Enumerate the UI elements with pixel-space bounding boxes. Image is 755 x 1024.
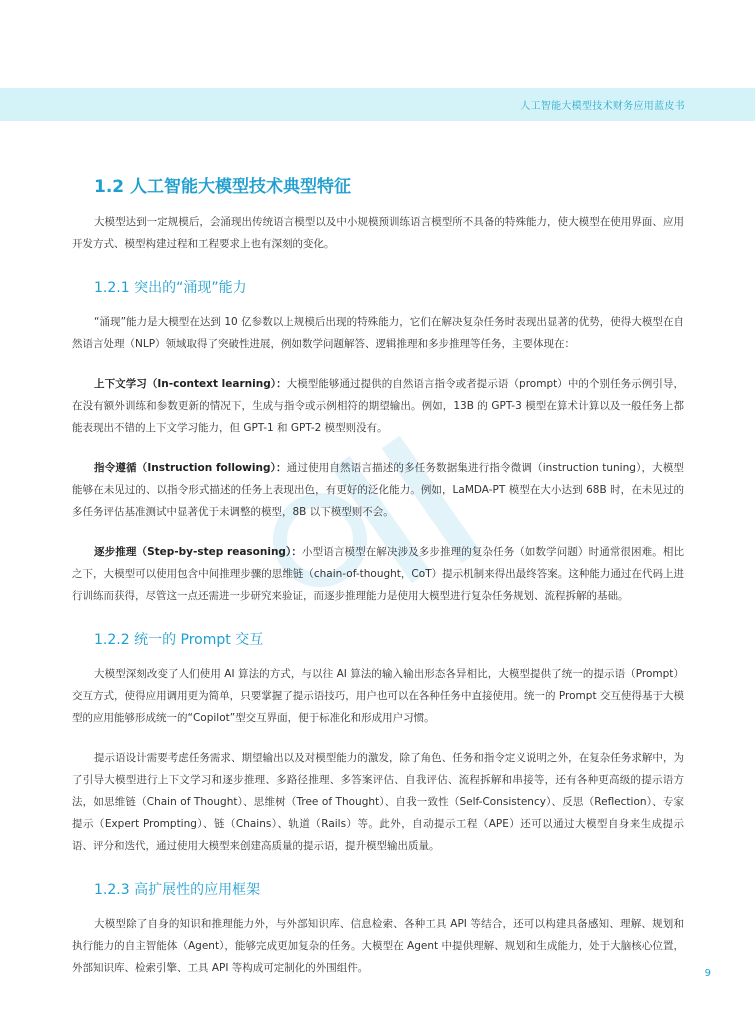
emergence-item-instruction — [72, 457, 684, 523]
subsection-title-prompt: 1.2.2 统一的 Prompt 交互 — [94, 632, 264, 648]
item-term: 上下文学习（In-context learning）： — [94, 378, 287, 390]
section-title: 1.2 人工智能大模型技术典型特征 — [94, 177, 352, 197]
emergence-item-in-context — [72, 373, 684, 439]
subsection-title-emergence: 1.2.1 突出的“涌现”能力 — [94, 280, 247, 296]
prompt-paragraph-2: 提示语设计需要考虑任务需求、期望输出以及对模型能力的激发，除了角色、任务和指令定义说明之外，在复杂任务求解中，为了引导大模型进行上下文学习和逐步推理、多路径推理、多答案评估、自我评估、流程拆解和串接等，还有各种更高级的提示语方法，如思维链（Chain of Thought）、思维树（Tree of Thought）、自我一致性（Self-Consistency）、反思（Reflection）、专家提示（Expert Prompting）、链（Chains）、轨道（Rails）等。此外，自动提示工程（APE）还可以通过大模型自身来生成提示语、评分和迭代，通过使用大模型来创建高质量的提示语，提升模型输出质量。 — [72, 752, 684, 852]
header-band — [0, 88, 755, 121]
intro-paragraph: 大模型达到一定规模后，会涌现出传统语言模型以及中小规模预训练语言模型所不具备的特殊能力，使大模型在使用界面、应用开发方式、模型构建过程和工程要求上也有深刻的变化。 — [72, 216, 684, 250]
item-term: 指令遵循（Instruction following）： — [94, 462, 287, 474]
page-number: 9 — [704, 968, 711, 979]
item-text: 大模型能够通过提供的自然语言指令或者提示语（prompt）中的个别任务示例引导，在没有额外训练和参数更新的情况下，生成与指令或示例相符的期望输出。例如，13B 的 GPT-3 模型在算术计算以及一般任务上都能表现出不错的上下文学习能力，但 GPT-1 和 GPT-2 模型则没有。 — [72, 378, 684, 434]
emergence-item-reasoning — [72, 541, 684, 607]
emergence-paragraph: “涌现”能力是大模型在达到 10 亿参数以上规模后出现的特殊能力，它们在解决复杂任务时表现出显著的优势，使得大模型在自然语言处理（NLP）领域取得了突破性进展，例如数学问题解答、逻辑推理和多步推理等任务，主要体现在： — [72, 316, 684, 350]
page-content — [72, 172, 684, 979]
item-text: 通过使用自然语言描述的多任务数据集进行指令微调（instruction tuning），大模型能够在未见过的、以指令形式描述的任务上表现出色，有更好的泛化能力。例如，LaMDA-PT 模型在大小达到 68B 时，在未见过的多任务评估基准测试中显著优于未调整的模型，8B 以下模型则不会。 — [72, 462, 684, 518]
prompt-paragraph-1: 大模型深刻改变了人们使用 AI 算法的方式，与以往 AI 算法的输入输出形态各异相比，大模型提供了统一的提示语（Prompt）交互方式，使得应用调用更为简单，只要掌握了提示语技巧，用户也可以在各种任务中直接使用。统一的 Prompt 交互使得基于大模型的应用能够形成统一的“Copilot”型交互界面，便于标准化和形成用户习惯。 — [72, 668, 684, 724]
item-text: 小型语言模型在解决涉及多步推理的复杂任务（如数学问题）时通常很困难。相比之下，大模型可以使用包含中间推理步骤的思维链（chain-of-thought，CoT）提示机制来得出最终答案。这种能力通过在代码上进行训练而获得，尽管这一点还需进一步研究来验证，而逐步推理能力是使用大模型进行复杂任务规划、流程拆解的基础。 — [72, 546, 684, 602]
item-term: 逐步推理（Step-by-step reasoning）： — [94, 546, 303, 558]
header-title: 人工智能大模型技术财务应用蓝皮书 — [520, 101, 685, 112]
subsection-title-framework: 1.2.3 高扩展性的应用框架 — [94, 882, 261, 898]
framework-paragraph: 大模型除了自身的知识和推理能力外，与外部知识库、信息检索、各种工具 API 等结合，还可以构建具备感知、理解、规划和执行能力的自主智能体（Agent），能够完成更加复杂的任务。大模型在 Agent 中提供理解、规划和生成能力，处于大脑核心位置，外部知识库、检索引擎、工具 API 等构成可定制化的外围组件。 — [72, 918, 684, 974]
